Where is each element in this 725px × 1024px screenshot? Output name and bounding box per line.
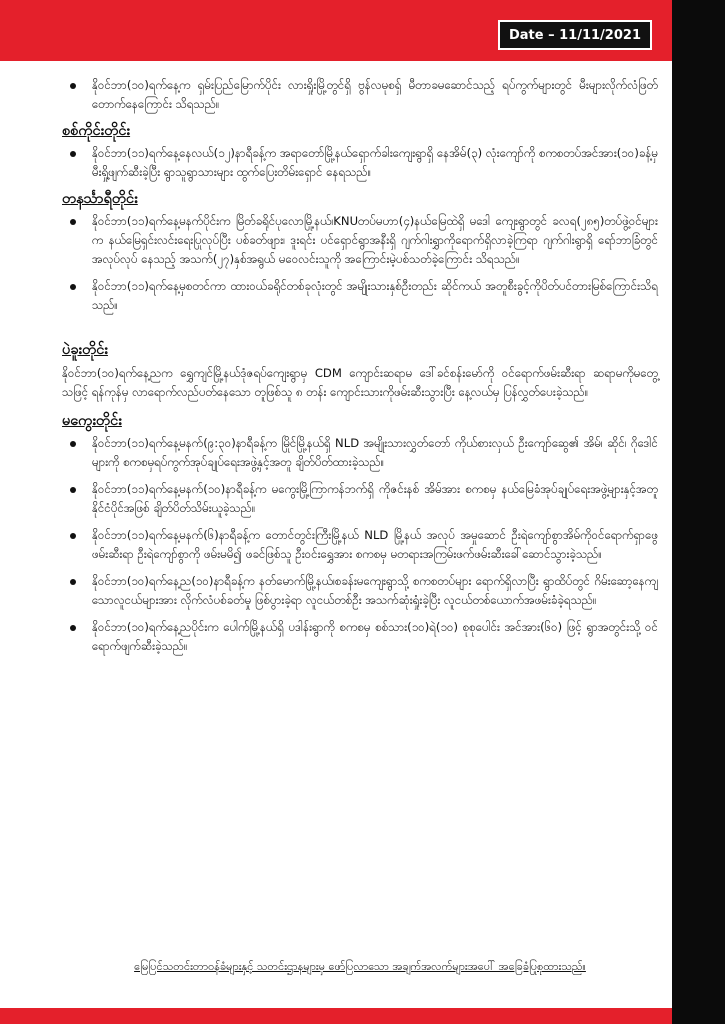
list-item bbox=[62, 480, 658, 518]
list-item bbox=[62, 526, 658, 564]
date-badge: Date – 11/11/2021 bbox=[498, 20, 652, 50]
intro-bullet-list bbox=[62, 76, 658, 114]
tanintharyi-bullet-list bbox=[62, 212, 658, 315]
right-black-bar bbox=[672, 0, 725, 1024]
section-heading-tanintharyi: တနင်္သာရီတိုင်း bbox=[62, 191, 138, 207]
list-item bbox=[62, 144, 658, 182]
list-item bbox=[62, 572, 658, 610]
bullet-text: နိုဝင်ဘာ(၁၀)ရက်နေ့က ရှမ်းပြည်မြောက်ပိုင်း လားရှိုးမြို့တွင်ရှိ ဗွန်လမုစရှ် မီတာခမဆောင်သည့် ရပ်ကွက်များတွင် မီးများလိုက်လံဖြတ်တောက်နေကြောင်း သိရသည်။ bbox=[92, 78, 658, 111]
bullet-text: နိုဝင်ဘာ(၁၁)ရက်နေ့နေလယ်(၁၂)နာရီခန့်က အရာတော်မြို့နယ်ရှောက်ခါးကျေးရွာရှိ နေအိမ်(၃) လုံးကျော်ကို စကစတပ်အင်အား(၁၀)ခန့်မှ မီးရှို့ဖျက်ဆီးခဲ့ပြီး ရွာသူရွာသားများ ထွက်ပြေးတိမ်းရှောင် နေရသည်။ bbox=[92, 146, 658, 179]
bullet-icon bbox=[70, 219, 76, 225]
section-heading-bago: ပဲခူးတိုင်း bbox=[62, 342, 108, 358]
section-heading-sagaing: စစ်ကိုင်းတိုင်း bbox=[62, 123, 131, 139]
list-item bbox=[62, 212, 658, 269]
bottom-red-bar bbox=[0, 1008, 672, 1024]
bullet-text: နိုဝင်ဘာ(၁၁)ရက်နေ့မနက်(၁၀)နာရီခန့်က မကွေးမြို့ကြာကန်ဘက်ရှိ ကိုဇင်းနစ် အိမ်အား စကစမှ နယ်မြေခံအုပ်ချုပ်ရေးအဖွဲ့များနှင့်အတူ နိုင်ငံပိုင်အဖြစ် ချိတ်ပိတ်သိမ်းယူခဲ့သည်။ bbox=[92, 482, 658, 515]
sagaing-bullet-list bbox=[62, 144, 658, 182]
bullet-text: နိုဝင်ဘာ(၁၀)ရက်နေ့ညပိုင်းက ပေါက်မြို့နယ်ရှိ ပဒါန်းရွာကို စကစမှ စစ်သား(၁၀)ရဲ(၁၀) စုစုပေါင်း အင်အား(၆၀) ဖြင့် ရွာအတွင်းသို့ ဝင်ရောက်ဖျက်ဆီးခဲ့သည်။ bbox=[92, 620, 658, 653]
bullet-icon bbox=[70, 83, 76, 89]
list-item bbox=[62, 76, 658, 114]
bullet-icon bbox=[70, 579, 76, 585]
bullet-text: နိုဝင်ဘာ(၁၁)ရက်နေ့မှစတင်ကာ ထားဝယ်ခရိုင်တစ်ခုလုံးတွင် အမျိုးသားနှစ်ဦးတည်း ဆိုင်ကယ် အတူစီးခွင့်ကိုပိတ်ပင်တားမြစ်ကြောင်းသိရသည်။ bbox=[92, 279, 658, 312]
bago-paragraph: နိုဝင်ဘာ(၁၀)ရက်နေ့ညက ရွှေကျင်မြို့နယ်ဒုံဇရပ်ကျေးရွာမှ CDM ကျောင်းဆရာမ ဒေါ်ခင်စန်းမော်ကို ဝင်ရောက်ဖမ်းဆီးရာ ဆရာမကိုမတွေ့သဖြင့် ရန်ကုန်မှ လာရောက်လည်ပတ်နေသော တူဖြစ်သူ ၈ တန်း ကျောင်းသားကိုဖမ်းဆီးသွားပြီး နေ့လယ်မှ ပြန်လွှတ်ပေးခဲ့သည်။ bbox=[62, 366, 658, 399]
bullet-icon bbox=[70, 625, 76, 631]
bullet-text: နိုဝင်ဘာ(၁၁)ရက်နေ့မနက်ပိုင်းက မြိတ်ခရိုင်ပုလောမြို့နယ်၊KNUတပ်မဟာ(၄)နယ်မြေထဲရှိ မဒေါ ကျေးရွာတွင် ခလရ(၂၈၅)တပ်ဖွဲ့ဝင်များက နယ်မြေရှင်းလင်းရေးပြုလုပ်ပြီး ပစ်ခတ်ဖျား၊ ဒူးရင်း ပင်ရှောင်ရွာအနီးရှိ ဂျက်ဂါးရွှာကိုရောက်ရှိလာခဲ့ကြရာ ဂျက်ဂါးရွာရှိ ရော်ဘာခြံတွင် အလုပ်လုပ် နေသည့် အသက်(၂၇)နှစ်အရွယ် မဝေလင်းသူကို အကြောင်းမဲ့ပစ်သတ်ခဲ့ကြောင်း သိရသည်။ bbox=[92, 214, 658, 266]
bullet-icon bbox=[70, 441, 76, 447]
source-footnote: မြေပြင်သတင်းတာဝန်ခံများနှင့် သတင်းဌာနများမှ ဖော်ပြလာသော အချက်အလက်များအပေါ် အခြေခံပြုစုထားသည်။ bbox=[134, 960, 586, 973]
bullet-icon bbox=[70, 284, 76, 290]
list-item bbox=[62, 618, 658, 656]
magway-bullet-list bbox=[62, 434, 658, 656]
bullet-text: နိုဝင်ဘာ(၁၁)ရက်နေ့မနက်(၆)နာရီခန့်က တောင်တွင်းကြီးမြို့နယ် NLD မြို့နယ် အလုပ် အမှုဆောင် ဦးရဲကျော်စွာအိမ်ကိုဝင်ရောက်ရှာဖွေဖမ်းဆီးရာ ဦးရဲကျော်စွာကို ဖမ်းမမိ၍ ဖခင်ဖြစ်သူ ဦးဝင်းရွှေအား စကစမှ မတရားအကြမ်းဖက်ဖမ်းဆီးခေါ်ဆောင်သွားခဲ့သည်။ bbox=[92, 528, 658, 561]
list-item bbox=[62, 434, 658, 472]
bullet-icon bbox=[70, 487, 76, 493]
bullet-text: နိုဝင်ဘာ(၁၀)ရက်နေ့ည(၁၀)နာရီခန့်က နတ်မောက်မြို့နယ်၊စခန်းမကျေးရွာသို့ စကစတပ်များ ရောက်ရှိလာပြီး ရွာထိပ်တွင် ဂိမ်းဆော့နေကျသောလူငယ်များအား လိုက်လံပစ်ခတ်မှု ဖြစ်ပွားခဲ့ရာ လူငယ်တစ်ဦး အသက်ဆုံးရှုံးခဲ့ပြီး လူငယ်တစ်ယောက်အဖမ်းခံခဲ့ရသည်။ bbox=[92, 574, 658, 607]
bullet-icon bbox=[70, 151, 76, 157]
bullet-text: နိုဝင်ဘာ(၁၁)ရက်နေ့မနက်(၉:၃၀)နာရီခန့်က မြိုင်မြို့နယ်ရှိ NLD အမျိုးသားလွှတ်တော် ကိုယ်စားလှယ် ဦးကျော်ဆွေ၏ အိမ်၊ ဆိုင်၊ ဂိုဒေါင်များကို စကစမှရပ်ကွက်အုပ်ချုပ်ရေးအဖွဲ့နှင့်အတူ ချိတ်ပိတ်ထားခဲ့သည်။ bbox=[92, 436, 658, 469]
section-heading-magway: မကွေးတိုင်း bbox=[62, 413, 122, 429]
bullet-icon bbox=[70, 533, 76, 539]
list-item bbox=[62, 277, 658, 315]
report-body bbox=[62, 76, 658, 664]
